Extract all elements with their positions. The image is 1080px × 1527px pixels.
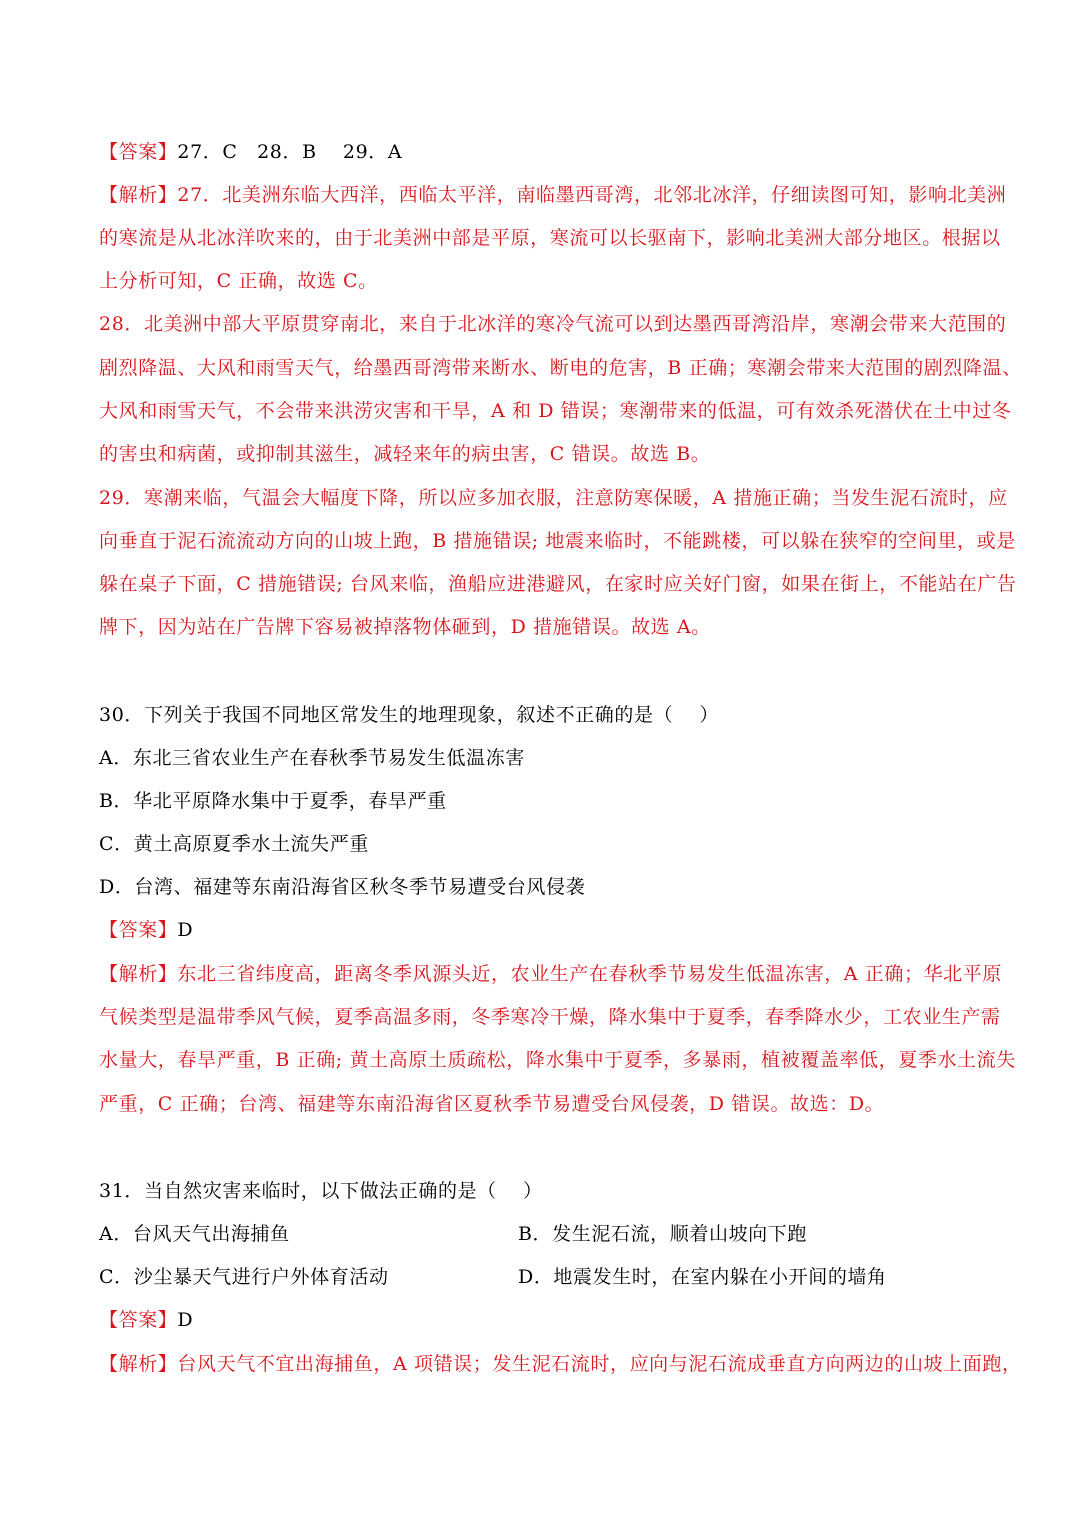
analysis-line-10: 躲在桌子下面，C 措施错误; 台风来临，渔船应进港避风，在家时应关好门窗，如果在街上，不能站在广告	[99, 573, 1017, 595]
question-31-stem: 31．当自然灾害来临时，以下做法正确的是（ ）	[99, 1180, 543, 1202]
analysis-line-2: 的寒流是从北冰洋吹来的，由于北美洲中部是平原，寒流可以长驱南下，影响北美洲大部分地区。根据以	[99, 227, 1001, 249]
analysis-line-11: 牌下，因为站在广告牌下容易被掉落物体砸到，D 措施错误。故选 A。	[99, 616, 711, 638]
analysis-text: 27．北美洲东临大西洋，西临太平洋，南临墨西哥湾，北邻北冰洋，仔细读图可知，影响北美洲	[177, 184, 1007, 206]
answer-text: D	[177, 919, 194, 941]
analysis-line-3: 上分析可知，C 正确，故选 C。	[99, 270, 378, 292]
analysis-text: 台风天气不宜出海捕鱼，A 项错误；发生泥石流时，应向与泥石流成垂直方向两边的山坡上面跑，	[177, 1353, 1022, 1375]
question-30-option-b: B．华北平原降水集中于夏季，春旱严重	[99, 790, 447, 812]
analysis-line-7: 的害虫和病菌，或抑制其滋生，减轻来年的病虫害，C 错误。故选 B。	[99, 443, 711, 465]
question-31-answer	[99, 1308, 989, 1332]
analysis-line-9: 向垂直于泥石流流动方向的山坡上跑，B 措施错误; 地震来临时，不能跳楼，可以躲在狭窄的空间里，或是	[99, 530, 1016, 552]
question-30-analysis-line-2: 气候类型是温带季风气候，夏季高温多雨，冬季寒冷干燥，降水集中于夏季，春季降水少，工农业生产需	[99, 1006, 1001, 1028]
analysis-tag: 【解析】	[99, 1353, 178, 1375]
answer-line-27-29	[99, 140, 989, 164]
question-30-analysis-line-3: 水量大，春旱严重，B 正确; 黄土高原土质疏松，降水集中于夏季，多暴雨，植被覆盖率低，夏季水土流失	[99, 1049, 1016, 1071]
analysis-line-4: 28．北美洲中部大平原贯穿南北，来自于北冰洋的寒冷气流可以到达墨西哥湾沿岸，寒潮会带来大范围的	[99, 313, 1007, 335]
answer-tag: 【答案】	[99, 919, 178, 941]
question-31-analysis-line-1	[99, 1352, 1022, 1376]
question-31-option-b: B．发生泥石流，顺着山坡向下跑	[518, 1223, 807, 1245]
answer-tag: 【答案】	[99, 1309, 178, 1331]
question-30-stem: 30．下列关于我国不同地区常发生的地理现象，叙述不正确的是（ ）	[99, 704, 720, 726]
answer-text: 27．C 28．B 29．A	[177, 141, 403, 163]
question-31-option-d: D．地震发生时，在室内躲在小开间的墙角	[518, 1266, 887, 1288]
question-31-options-row-2	[99, 1265, 989, 1289]
analysis-text: 东北三省纬度高，距离冬季风源头近，农业生产在春秋季节易发生低温冻害，A 正确；华北平原	[177, 963, 1002, 985]
question-31-options-row-1	[99, 1222, 989, 1246]
analysis-line-6: 大风和雨雪天气，不会带来洪涝灾害和干旱，A 和 D 错误；寒潮带来的低温，可有效杀死潜伏在土中过冬	[99, 400, 1012, 422]
question-30-option-a: A．东北三省农业生产在春秋季节易发生低温冻害	[99, 747, 525, 769]
analysis-line-8: 29．寒潮来临，气温会大幅度下降，所以应多加衣服，注意防寒保暖，A 措施正确；当发生泥石流时，应	[99, 487, 1008, 509]
analysis-line-1	[99, 183, 1007, 207]
answer-tag: 【答案】	[99, 141, 178, 163]
question-30-analysis-line-1	[99, 962, 1002, 986]
analysis-line-5: 剧烈降温、大风和雨雪天气，给墨西哥湾带来断水、断电的危害，B 正确；寒潮会带来大范围的剧烈降温、	[99, 357, 1022, 379]
analysis-tag: 【解析】	[99, 963, 178, 985]
question-30-answer	[99, 918, 989, 942]
answer-text: D	[177, 1309, 194, 1331]
analysis-tag: 【解析】	[99, 184, 178, 206]
question-30-option-c: C．黄土高原夏季水土流失严重	[99, 833, 369, 855]
question-30-option-d: D．台湾、福建等东南沿海省区秋冬季节易遭受台风侵袭	[99, 876, 586, 898]
question-30-analysis-line-4: 严重，C 正确；台湾、福建等东南沿海省区夏秋季节易遭受台风侵袭，D 错误。故选：D。	[99, 1093, 885, 1115]
question-31-option-a: A．台风天气出海捕鱼	[99, 1223, 290, 1245]
question-31-option-c: C．沙尘暴天气进行户外体育活动	[99, 1266, 389, 1288]
